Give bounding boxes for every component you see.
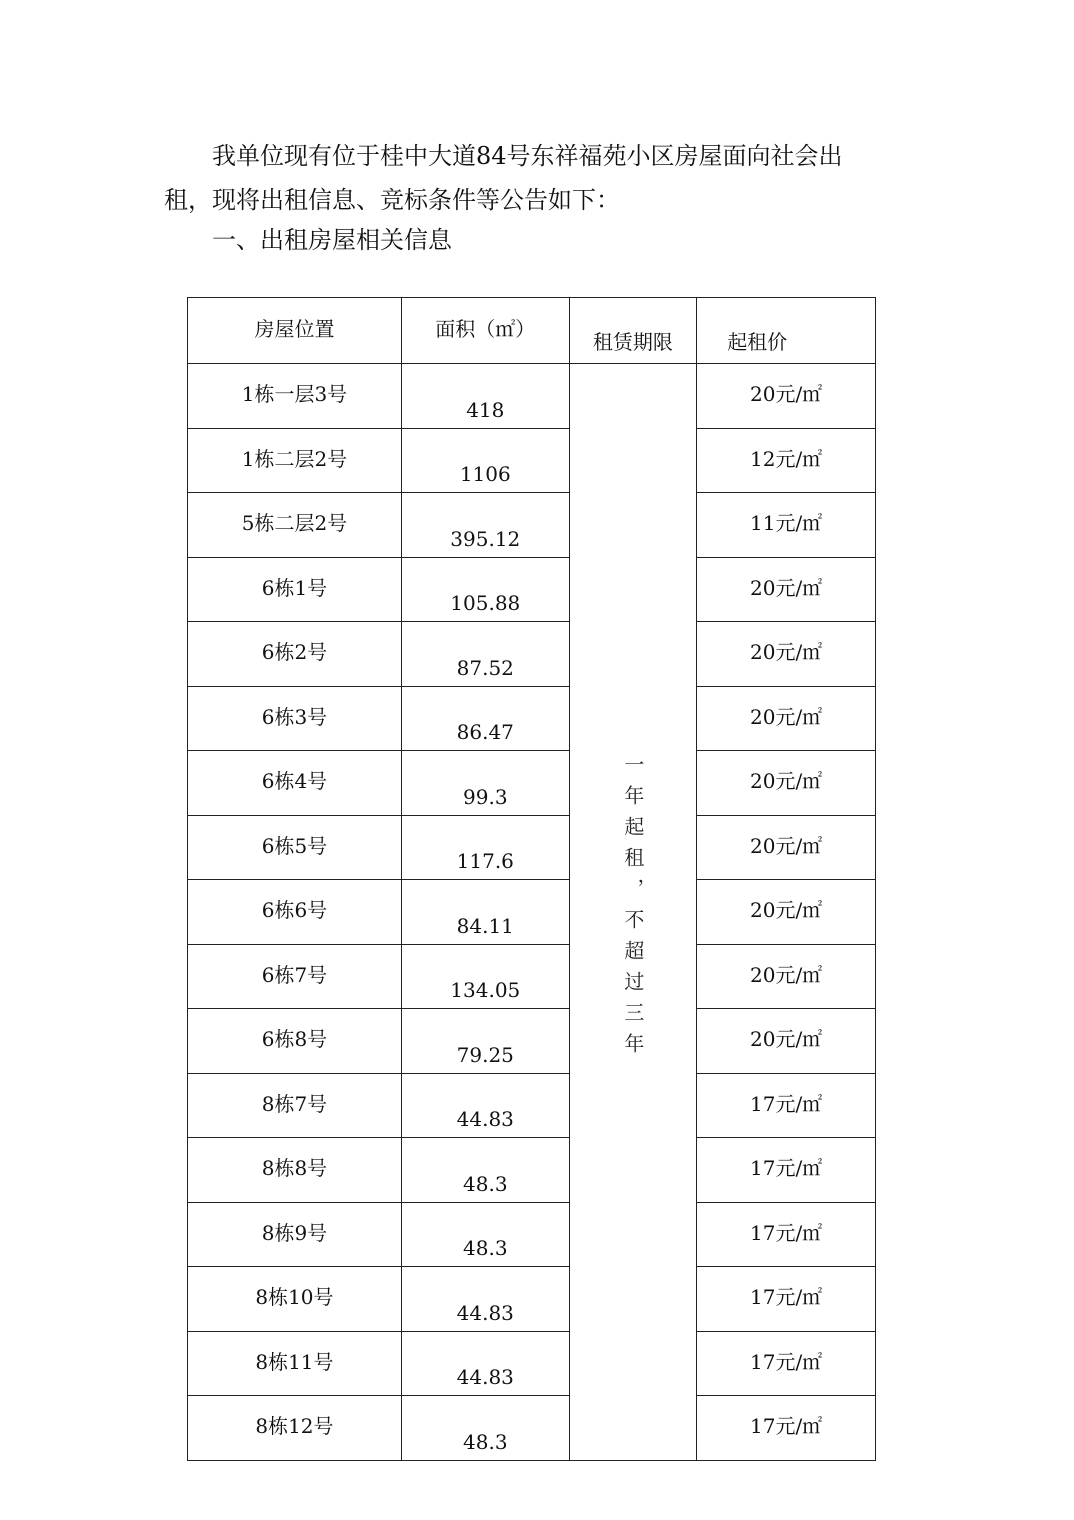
table-row — [188, 751, 876, 816]
cell-price: 20元/㎡ — [697, 557, 876, 622]
cell-price: 17元/㎡ — [697, 1138, 876, 1203]
cell-area: 84.11 — [401, 880, 569, 945]
cell-area: 79.25 — [401, 1009, 569, 1074]
cell-area: 44.83 — [401, 1073, 569, 1138]
table-body — [188, 364, 876, 1461]
cell-location: 1栋二层2号 — [188, 428, 402, 493]
table-row — [188, 428, 876, 493]
section-heading: 一、出租房屋相关信息 — [212, 226, 452, 254]
cell-price: 20元/㎡ — [697, 622, 876, 687]
cell-price: 20元/㎡ — [697, 751, 876, 816]
cell-price: 17元/㎡ — [697, 1331, 876, 1396]
cell-area: 48.3 — [401, 1396, 569, 1461]
table-row — [188, 557, 876, 622]
table-row — [188, 493, 876, 558]
header-term: 租赁期限 — [569, 298, 697, 364]
cell-price: 17元/㎡ — [697, 1073, 876, 1138]
table-row — [188, 1138, 876, 1203]
cell-term-merged — [569, 364, 697, 1461]
cell-location: 6栋1号 — [188, 557, 402, 622]
header-price: 起租价 — [697, 298, 876, 364]
cell-location: 8栋11号 — [188, 1331, 402, 1396]
table-row — [188, 880, 876, 945]
intro-line-1: 我单位现有位于桂中大道84号东祥福苑小区房屋面向社会出 — [212, 142, 843, 170]
cell-location: 5栋二层2号 — [188, 493, 402, 558]
table-row — [188, 1202, 876, 1267]
cell-area: 134.05 — [401, 944, 569, 1009]
intro-line-2: 租，现将出租信息、竞标条件等公告如下： — [164, 186, 620, 214]
cell-area: 395.12 — [401, 493, 569, 558]
cell-area: 44.83 — [401, 1331, 569, 1396]
table-header-row — [188, 298, 876, 364]
table-row — [188, 1267, 876, 1332]
cell-price: 17元/㎡ — [697, 1202, 876, 1267]
table-row — [188, 364, 876, 429]
cell-price: 20元/㎡ — [697, 364, 876, 429]
cell-location: 6栋3号 — [188, 686, 402, 751]
cell-area: 87.52 — [401, 622, 569, 687]
cell-price: 20元/㎡ — [697, 1009, 876, 1074]
cell-location: 8栋12号 — [188, 1396, 402, 1461]
cell-area: 48.3 — [401, 1138, 569, 1203]
table-row — [188, 815, 876, 880]
table-row — [188, 686, 876, 751]
cell-area: 48.3 — [401, 1202, 569, 1267]
header-location: 房屋位置 — [188, 298, 402, 364]
table-row — [188, 1073, 876, 1138]
cell-price: 12元/㎡ — [697, 428, 876, 493]
cell-area: 44.83 — [401, 1267, 569, 1332]
cell-location: 6栋6号 — [188, 880, 402, 945]
table-row — [188, 1396, 876, 1461]
cell-price: 20元/㎡ — [697, 880, 876, 945]
cell-area: 86.47 — [401, 686, 569, 751]
cell-location: 6栋7号 — [188, 944, 402, 1009]
rental-table — [187, 297, 876, 1461]
cell-price: 17元/㎡ — [697, 1267, 876, 1332]
cell-location: 1栋一层3号 — [188, 364, 402, 429]
cell-price: 20元/㎡ — [697, 815, 876, 880]
cell-location: 6栋8号 — [188, 1009, 402, 1074]
table-row — [188, 1331, 876, 1396]
table-row — [188, 944, 876, 1009]
intro-paragraph — [164, 134, 894, 222]
cell-location: 8栋7号 — [188, 1073, 402, 1138]
table-row — [188, 1009, 876, 1074]
cell-location: 6栋4号 — [188, 751, 402, 816]
cell-area: 418 — [401, 364, 569, 429]
cell-area: 99.3 — [401, 751, 569, 816]
cell-location: 8栋10号 — [188, 1267, 402, 1332]
cell-price: 20元/㎡ — [697, 686, 876, 751]
cell-price: 17元/㎡ — [697, 1396, 876, 1461]
cell-area: 1106 — [401, 428, 569, 493]
cell-location: 6栋2号 — [188, 622, 402, 687]
cell-location: 6栋5号 — [188, 815, 402, 880]
cell-area: 105.88 — [401, 557, 569, 622]
cell-area: 117.6 — [401, 815, 569, 880]
cell-location: 8栋9号 — [188, 1202, 402, 1267]
cell-location: 8栋8号 — [188, 1138, 402, 1203]
cell-price: 20元/㎡ — [697, 944, 876, 1009]
table-row — [188, 622, 876, 687]
header-area: 面积（㎡） — [401, 298, 569, 364]
term-text: 一年起租，不超过三年 — [620, 754, 645, 1065]
cell-price: 11元/㎡ — [697, 493, 876, 558]
